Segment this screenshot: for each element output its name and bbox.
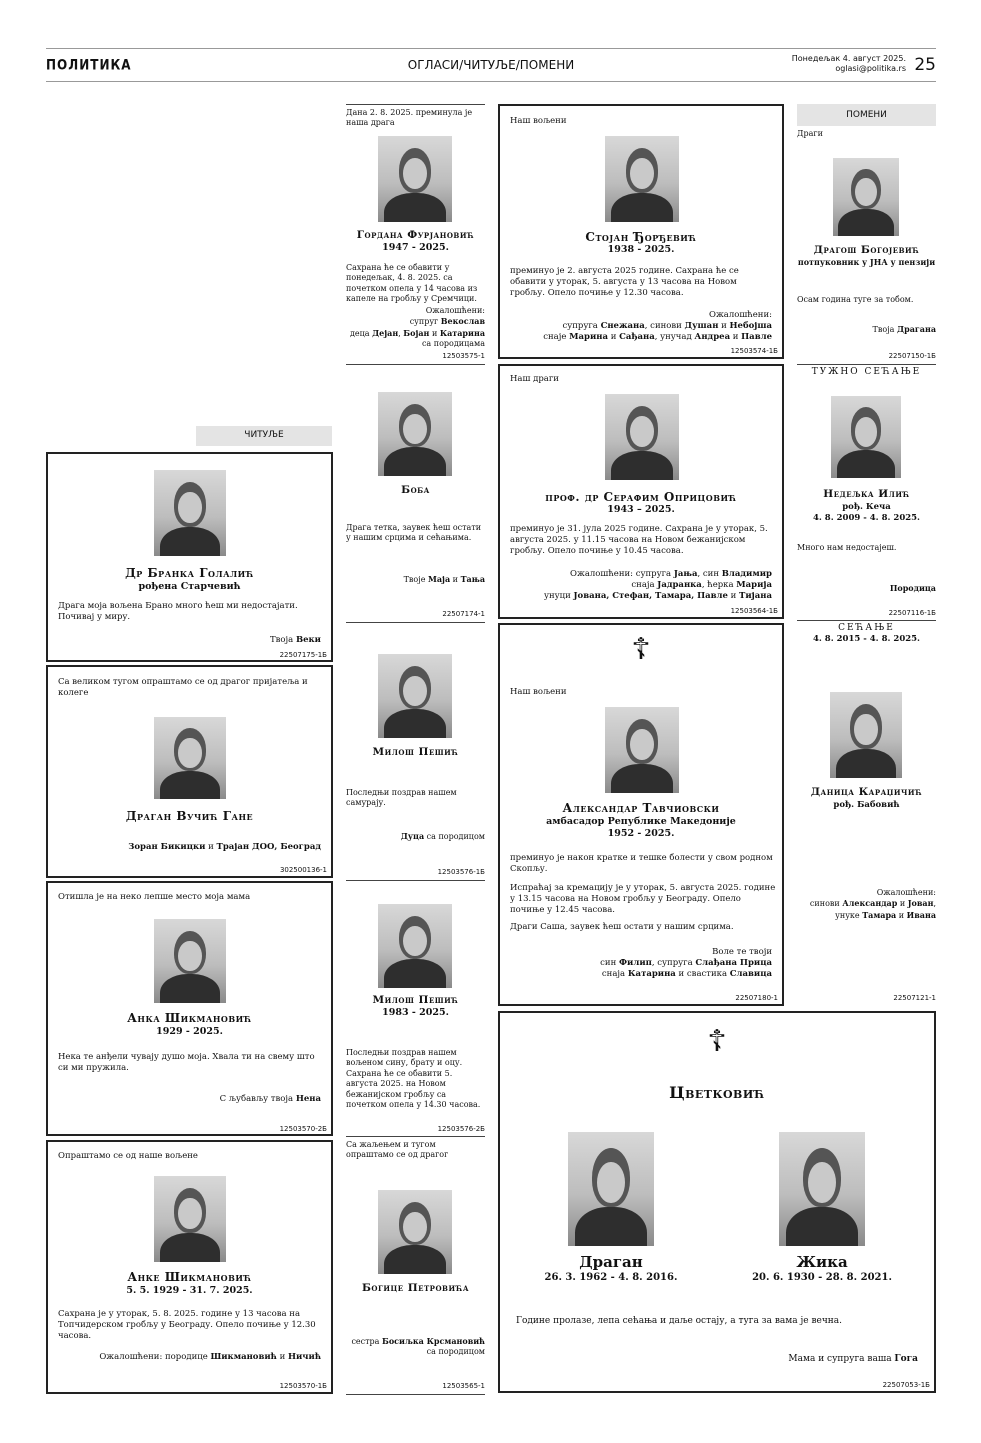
deceased-name: Гордана Фурјановић <box>356 229 475 241</box>
notice-intro: Драги <box>797 129 823 138</box>
notice-text: Године пролазе, лепа сећања и даље остају, а туга за вама је вечна. <box>516 1316 843 1326</box>
notice-serafim <box>498 364 784 619</box>
life-dates-2: 20. 6. 1930 - 28. 8. 2021. <box>752 1272 892 1283</box>
notice-intro: Опраштамо се од наше вољене <box>58 1151 198 1161</box>
deceased-name-1: Драган <box>579 1253 643 1271</box>
deceased-name: Анке Шикмановић <box>127 1270 252 1284</box>
deceased-name: Др Бранка Голалић <box>125 566 254 580</box>
deceased-name: Богице Петровића <box>361 1282 470 1294</box>
ad-code: 12503564-1Б <box>730 607 778 615</box>
ad-code: 22507180-1 <box>735 994 778 1002</box>
notice-anka <box>46 881 333 1136</box>
orthodox-cross-icon: ☦ <box>631 632 651 667</box>
notice-signature: Мама и супруга ваша Гога <box>788 1354 918 1364</box>
notice-signature: С љубављу твоја Нена <box>219 1094 321 1104</box>
life-dates: 1947 - 2025. <box>382 242 449 253</box>
notice-text: Много нам недостајеш. <box>797 543 897 552</box>
deceased-name: Милош Пешић <box>372 994 459 1006</box>
deceased-name: Недељка Илић <box>823 488 910 500</box>
ad-code: 12503565-1 <box>442 1382 485 1390</box>
deceased-name: Стојан Ђорђевић <box>585 230 697 244</box>
family-name: Цветковић <box>669 1083 765 1102</box>
life-dates: 1952 - 2025. <box>607 828 675 839</box>
deceased-name: Драган Вучић Гане <box>125 809 254 823</box>
masthead <box>46 48 936 82</box>
notice-anke <box>46 1140 333 1394</box>
divider <box>346 1394 485 1395</box>
life-dates: 5. 5. 1929 - 31. 7. 2025. <box>126 1285 253 1296</box>
section-heading: ТУЖНО СЕЋАЊЕ <box>811 367 922 377</box>
memorial-dates: 4. 8. 2015 - 4. 8. 2025. <box>812 634 921 644</box>
portrait-photo <box>378 392 452 476</box>
notice-signature: Твоја Веки <box>269 635 321 645</box>
notice-text: Сахрана ће се обавити у понедељак, 4. 8. 2025. са почетком опела у 14 часова из капеле на гробљу у Сремчици. <box>346 263 478 304</box>
ad-code: 302500136-1 <box>279 866 327 874</box>
notice-intro: Наш вољени <box>510 687 567 697</box>
deceased-name: Милош Пешић <box>372 746 459 758</box>
notice-dragos <box>797 126 936 364</box>
ad-code: 12503576-2Б <box>437 1125 485 1133</box>
portrait-photo <box>378 904 452 988</box>
ad-code: 22507116-1Б <box>888 609 936 617</box>
notice-signature: Породица <box>889 583 936 593</box>
portrait-photo <box>605 394 679 480</box>
notice-golalic <box>46 452 333 662</box>
portrait-photo <box>154 1176 226 1262</box>
notice-intro: Наш драги <box>510 374 559 384</box>
ad-code: 22507053-1Б <box>882 1381 930 1389</box>
notice-text: Последњи поздрав нашем вољеном сину, брату и оцу. Сахрана ће се обавити 5. августа 2025. на Новом бежанијском гробљу са почетком опела у 14.30 часова. <box>346 1048 481 1109</box>
portrait-photo <box>833 158 899 236</box>
portrait-photo-zika <box>779 1132 865 1246</box>
maiden-name: рођена Старчевић <box>138 581 241 592</box>
orthodox-cross-icon: ☦ <box>707 1024 727 1059</box>
notice-mourners: Ожалошћени: синови Александар и Јован, унуке Тамара и Ивана <box>809 888 936 920</box>
deceased-title: потпуковник у ЈНА у пензији <box>797 257 936 267</box>
notice-intro: Са жаљењем и тугом опраштамо се од драгог <box>346 1140 449 1160</box>
portrait-photo <box>830 692 902 778</box>
notice-signature: Ожалошћени: породице Шикмановић и Ничић <box>99 1352 321 1362</box>
ad-code: 22507121-1 <box>893 994 936 1002</box>
portrait-photo-dragan <box>568 1132 654 1246</box>
notice-signature: Зоран Бикицки и Трајан ДОО, Београд <box>128 842 321 852</box>
chitulje-label: ЧИТУЉЕ <box>196 426 332 446</box>
section-heading: СЕЋАЊЕ <box>838 623 895 633</box>
notice-signature: Твоја Драгана <box>872 324 936 334</box>
notice-text: Драга моја вољена Брано много ћеш ми недостајати. Почивај у миру. <box>58 601 298 623</box>
notice-text: преминуо је 31. јула 2025 године. Сахрана је у уторак, 5. августа 2025. у 11.15 часова на Новом бежанијском гробљу. Опело почиње у 10.45 часова. <box>510 524 768 557</box>
life-dates: 1943 – 2025. <box>607 504 675 515</box>
deceased-name: Даница Караџичић <box>810 786 923 798</box>
notice-nedeljka <box>797 364 936 620</box>
deceased-name: Анка Шикмановић <box>127 1011 252 1025</box>
section-title: ОГЛАСИ/ЧИТУЉЕ/ПОМЕНИ <box>407 58 575 72</box>
notice-mourners: Ожалошћени: супруг Векослав деца Дејан, Бојан и Катарина са породицама <box>349 306 485 349</box>
ad-code: 12503570-2Б <box>279 1125 327 1133</box>
notice-bogica <box>346 1136 485 1394</box>
notice-signature: сестра Босиљка Крсмановић са породицом <box>351 1336 485 1357</box>
maiden-name: рођ. Бабовић <box>833 800 900 810</box>
notice-mourners: Ожалошћени: супруга Снежана, синови Душан и Небојша снаје Марина и Сађана, унучад Андреа и Павле <box>543 310 772 343</box>
life-dates-1: 26. 3. 1962 - 4. 8. 2016. <box>544 1272 678 1283</box>
notice-gordana <box>346 104 485 364</box>
portrait-photo <box>154 717 226 799</box>
header-info <box>792 54 906 74</box>
notice-cvetkovic <box>498 1011 936 1393</box>
notice-milos-1 <box>346 622 485 880</box>
life-dates: 1983 - 2025. <box>382 1007 449 1018</box>
notice-text: преминуо је након кратке и тешке болести у свом родном Скопљу. <box>510 853 773 875</box>
notice-aleksandar <box>498 623 784 1006</box>
ad-code: 22507175-1Б <box>279 651 327 659</box>
portrait-photo <box>605 136 679 222</box>
notice-signature: Дуца са породицом <box>400 831 485 841</box>
deceased-name: Александар Тавчиовски <box>562 801 720 815</box>
notice-intro: Отишла је на неко лепше место моја мама <box>58 892 251 902</box>
pomeni-label: ПОМЕНИ <box>797 104 936 126</box>
notice-mourners: Ожалошћени: супруга Јања, син Владимир снаја Јадранка, ћерка Марија унуци Јована, Стефан, Тамара, Павле и Тијана <box>544 569 772 602</box>
ad-code: 12503576-1Б <box>437 868 485 876</box>
contact-email[interactable]: oglasi@politika.rs <box>835 64 906 73</box>
ad-code: 22507150-1Б <box>888 352 936 360</box>
life-dates: 1929 - 2025. <box>156 1026 223 1037</box>
ad-code: 12503570-1Б <box>279 1382 327 1390</box>
portrait-photo <box>154 470 226 556</box>
notice-intro: Наш вољени <box>510 116 567 126</box>
notice-intro: Са великом тугом опраштамо се од драгог пријатеља и колеге <box>58 677 308 699</box>
notice-stojan <box>498 104 784 359</box>
notice-text: Драги Саша, заувек ћеш остати у нашим срцима. <box>510 922 734 932</box>
page-number: 25 <box>914 55 936 75</box>
portrait-photo <box>154 919 226 1003</box>
notice-text: Последњи поздрав нашем самурају. <box>346 788 457 808</box>
notice-text: Драга тетка, заувек ћеш остати у нашим срцима и сећањима. <box>346 523 482 543</box>
notice-text: Сахрана је у уторак, 5. 8. 2025. године у 13 часова на Топчидерском гробљу у Београду. Опело почиње у 12.30 часова. <box>58 1309 316 1342</box>
ad-code: 12503575-1 <box>442 352 485 360</box>
portrait-photo <box>605 707 679 793</box>
notice-mourners: Воле те твоји син Филип, супруга Слађана Прица снаја Катарина и свастика Славица <box>600 947 772 980</box>
notice-danica <box>797 620 936 1005</box>
issue-date: Понедељак 4. август 2025. <box>791 54 906 63</box>
portrait-photo <box>378 136 452 222</box>
life-dates: 4. 8. 2009 - 4. 8. 2025. <box>812 513 921 523</box>
newspaper-logo: ПОЛИТИКА <box>46 56 132 73</box>
notice-intro: Дана 2. 8. 2025. преминула је наша драга <box>346 108 473 128</box>
notice-text: Осам година туге за тобом. <box>797 295 914 304</box>
deceased-title: амбасадор Републике Македоније <box>546 816 736 827</box>
portrait-photo <box>378 654 452 738</box>
notice-signature: Твоје Маја и Тања <box>403 574 485 584</box>
notice-text: Нека те анђели чувају душо моја. Хвала ти на свему што си ми пружила. <box>58 1052 315 1074</box>
deceased-name-2: Жика <box>796 1253 848 1271</box>
life-dates: 1938 - 2025. <box>607 244 675 255</box>
deceased-name: Боба <box>401 484 430 496</box>
notice-text: преминуо је 2. августа 2025 године. Сахрана ће се обавити у уторак, 5. августа у 13 часова на Новом гробљу. Опело почиње у 12.30 часова. <box>510 266 739 299</box>
deceased-name: проф. др Серафим Оприцовић <box>545 490 737 504</box>
notice-text: Испраћај за кремацију је у уторак, 5. августа 2025. године у 13.15 часова на Новом гробљу у Београду. Опело почиње у 12.45 часова. <box>510 883 776 916</box>
portrait-photo <box>378 1190 452 1274</box>
notice-boba <box>346 364 485 622</box>
notice-vucic <box>46 665 333 878</box>
maiden-name: рођ. Кеча <box>842 502 891 512</box>
deceased-name: Драгош Богојевић <box>813 244 920 256</box>
ad-code: 12503574-1Б <box>730 347 778 355</box>
portrait-photo <box>831 396 901 478</box>
ad-code: 22507174-1 <box>442 610 485 618</box>
notice-milos-2 <box>346 880 485 1136</box>
